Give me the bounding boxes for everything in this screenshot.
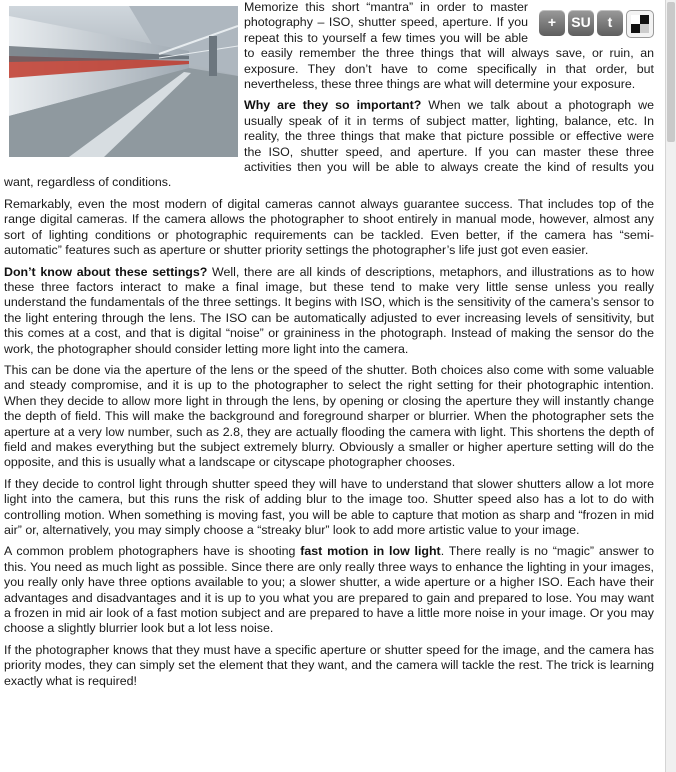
heading-low-light: fast motion in low light <box>300 544 441 559</box>
paragraph-aperture: This can be done via the aperture of the lens or the speed of the shutter. Both choices also come with some valuable and steady compromise, and it is up to the photographer to select the right setting for their photographic intention. When they decide to allow more light in through the lens, by opening or closing the aperture they will instantly change the depth of field. This will make the background and foreground sharper or blurrier. When the photographer sets the aperture at a very low number, such as 2.8, they are actually flooding the camera with light. This shortens the depth of field and makes everything but the subject extremely blurry. Obviously a smaller or higher aperture setting will do the opposite, and this is usually what a landscape or cityscape photographer chooses. <box>4 362 654 470</box>
heading-why-important: Why are they so important? <box>244 98 422 113</box>
speeding-train-image <box>9 6 238 157</box>
paragraph-intro: Memorize this short “mantra” in order to master photography – ISO, shutter speed, aperture. If you repeat this to yourself a few times you will be able to easily remember the three things that will always save, or ruin, an exposure. They don’t have to come specifically in that order, but nevertheless, these three things are what will determine your exposure. <box>244 0 654 92</box>
paragraph-digital-cameras: Remarkably, even the most modern of digital cameras cannot always guarantee success. That includes top of the range digital cameras. If the camera allows the photographer to shoot entirely in manual mode, however, almost any sort of lighting conditions or photographic requirements can be tackled. Even better, if the camera has “semi-automatic” features such as aperture or shutter priority settings the photographer’s life just got even easier. <box>4 196 654 258</box>
twitter-icon[interactable]: t <box>597 10 623 36</box>
delicious-icon[interactable] <box>626 10 654 38</box>
plus-icon[interactable]: + <box>539 10 565 36</box>
paragraph-settings <box>4 265 654 357</box>
paragraph-text: . There really is no “magic” answer to this. You need as much light as possible. Since there are only really three ways to enhance the lighting in your images, you really only have three options available to you; a slower shutter, a wide aperture or a higher ISO. Each have their advantages and disadvantages and it is up to you what you are prepared to gain and prepared to lose. You may want a frozen in mid air look of a fast motion subject and are prepared to have a little more noise in your image. Or you may choose a slightly blurrier look but a lot less noise. <box>4 544 654 636</box>
article-body <box>4 0 654 695</box>
paragraph-text: Well, there are all kinds of descriptions, metaphors, and illustrations as to how these three factors interact to make a final image, but these tend to make very little sense unless you really understand the fundamentals of the three settings. It begins with ISO, which is the sensitivity of the camera’s sensor to the light entering through the lens. The ISO can be automatically adjusted to ever increasing levels of sensitivity, but this comes at a cost, and that is digital “noise” or graininess in the photograph. Instead of making the sensor do the work, the photographer should consider letting more light into the camera. <box>4 264 654 356</box>
paragraph-priority-modes: If the photographer knows that they must have a specific aperture or shutter speed for the image, and the camera has priority modes, they can simply set the element that they want, and the camera will tackle the rest. The trick is learning exactly what is required! <box>4 642 654 688</box>
scrollbar-thumb[interactable] <box>667 2 675 142</box>
heading-settings: Don’t know about these settings? <box>4 264 208 279</box>
vertical-scrollbar[interactable] <box>665 0 676 772</box>
stumbleupon-icon[interactable]: SU <box>568 10 594 36</box>
paragraph-low-light <box>4 544 654 636</box>
paragraph-text: When we talk about a photograph we usually speak of it in terms of subject matter, lighting, balance, etc. In reality, the three things that make that picture possible or effective were the ISO, shutter speed, and aperture. If you can master these three activities then you will be able to always create the kind of results you want, regardless of conditions. <box>4 98 654 190</box>
paragraph-text: A common problem photographers have is shooting <box>4 544 301 559</box>
social-share-bar <box>534 10 654 40</box>
train-platform-photo <box>9 6 238 157</box>
paragraph-shutter-speed: If they decide to control light through shutter speed they will have to understand that slower shutters allow a lot more light into the camera, but this runs the risk of adding blur to the image too. Shutter speed also has a lot to do with controlling motion. When something is moving fast, you will be able to capture that motion as sharp and “frozen in mid air” or, alternatively, you may simply choose a “streaky blur” look to add more artistic value to your image. <box>4 476 654 537</box>
